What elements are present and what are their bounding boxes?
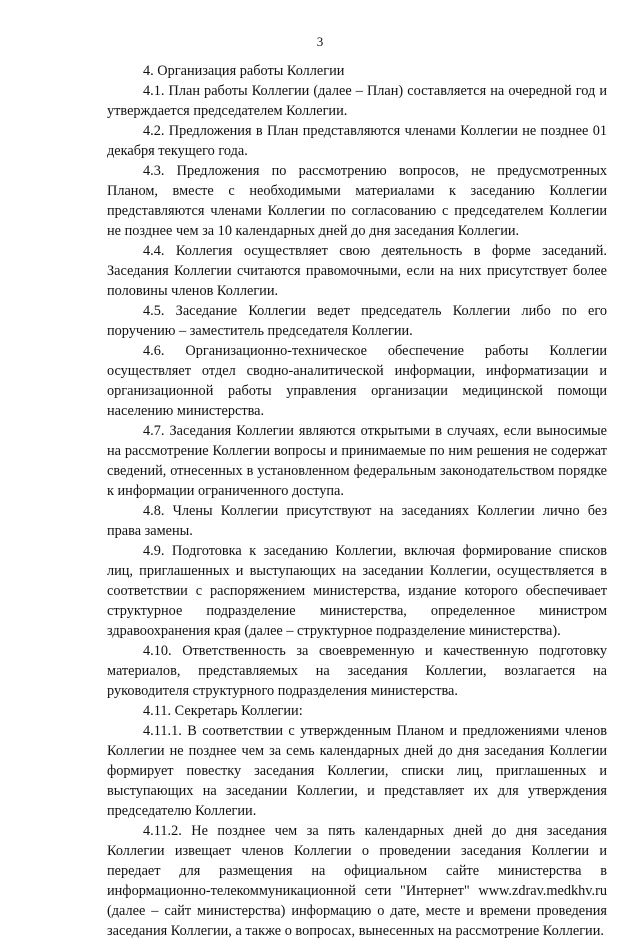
paragraph-4-11: 4.11. Секретарь Коллегии: [143,703,303,719]
paragraph-4-9: 4.9. Подготовка к заседанию Коллегии, включая формирование списков лиц, приглашенных и выступающих на заседании Коллегии, осуществляется в соответствии с распоряжением министерства, издание которого обеспечивает структурное подразделение министерства, определенное министром здравоохранения края (далее – структурное подразделение министерства). [107,543,607,639]
paragraph-4-11-2: 4.11.2. Не позднее чем за пять календарных дней до дня заседания Коллегии извещает членов Коллегии о проведении заседания Коллегии и передает для размещения на официальном сайте министерства в информационно-телекоммуникационной сети "Интернет" www.zdrav.medkhv.ru (далее – сайт министерства) информацию о дате, месте и времени проведения заседания Коллегии, а также о вопросах, вынесенных на рассмотрение Коллегии. [107,823,607,939]
paragraph-4-11-1: 4.11.1. В соответствии с утвержденным Планом и предложениями членов Коллегии не позднее чем за семь календарных дней до дня заседания Коллегии формирует повестку заседания Коллегии, списки лиц, приглашенных и выступающих на заседании Коллегии, и представляет их для утверждения председателю Коллегии. [107,723,607,819]
paragraph-4-2: 4.2. Предложения в План представляются членами Коллегии не позднее 01 декабря текущего года. [107,123,607,159]
paragraph-4-4: 4.4. Коллегия осуществляет свою деятельность в форме заседаний. Заседания Коллегии считаются правомочными, если на них присутствует более половины членов Коллегии. [107,243,607,299]
paragraph-4-5: 4.5. Заседание Коллегии ведет председатель Коллегии либо по его поручению – заместитель председателя Коллегии. [107,303,607,339]
paragraph-4-1: 4.1. План работы Коллегии (далее – План) составляется на очередной год и утверждается председателем Коллегии. [107,83,607,119]
section-title: 4. Организация работы Коллегии [143,63,345,79]
document-body [107,61,607,941]
page-number: 3 [316,34,324,49]
paragraph-4-7: 4.7. Заседания Коллегии являются открытыми в случаях, если выносимые на рассмотрение Коллегии вопросы и принимаемые по ним решения не содержат сведений, отнесенных в установленном федеральным законодательством порядке к информации ограниченного доступа. [107,423,607,499]
paragraph-4-10: 4.10. Ответственность за своевременную и качественную подготовку материалов, представляемых на заседания Коллегии, возлагается на руководителя структурного подразделения министерства. [107,643,607,699]
paragraph-4-3: 4.3. Предложения по рассмотрению вопросов, не предусмотренных Планом, вместе с необходимыми материалами к заседанию Коллегии представляются членами Коллегии по согласованию с председателем Коллегии не позднее чем за 10 календарных дней до дня заседания Коллегии. [107,163,607,239]
paragraph-4-6: 4.6. Организационно-техническое обеспечение работы Коллегии осуществляет отдел сводно-аналитической информации, информатизации и организационной работы управления организации медицинской помощи населению министерства. [107,343,607,419]
paragraph-4-8: 4.8. Члены Коллегии присутствуют на заседаниях Коллегии лично без права замены. [107,503,607,539]
